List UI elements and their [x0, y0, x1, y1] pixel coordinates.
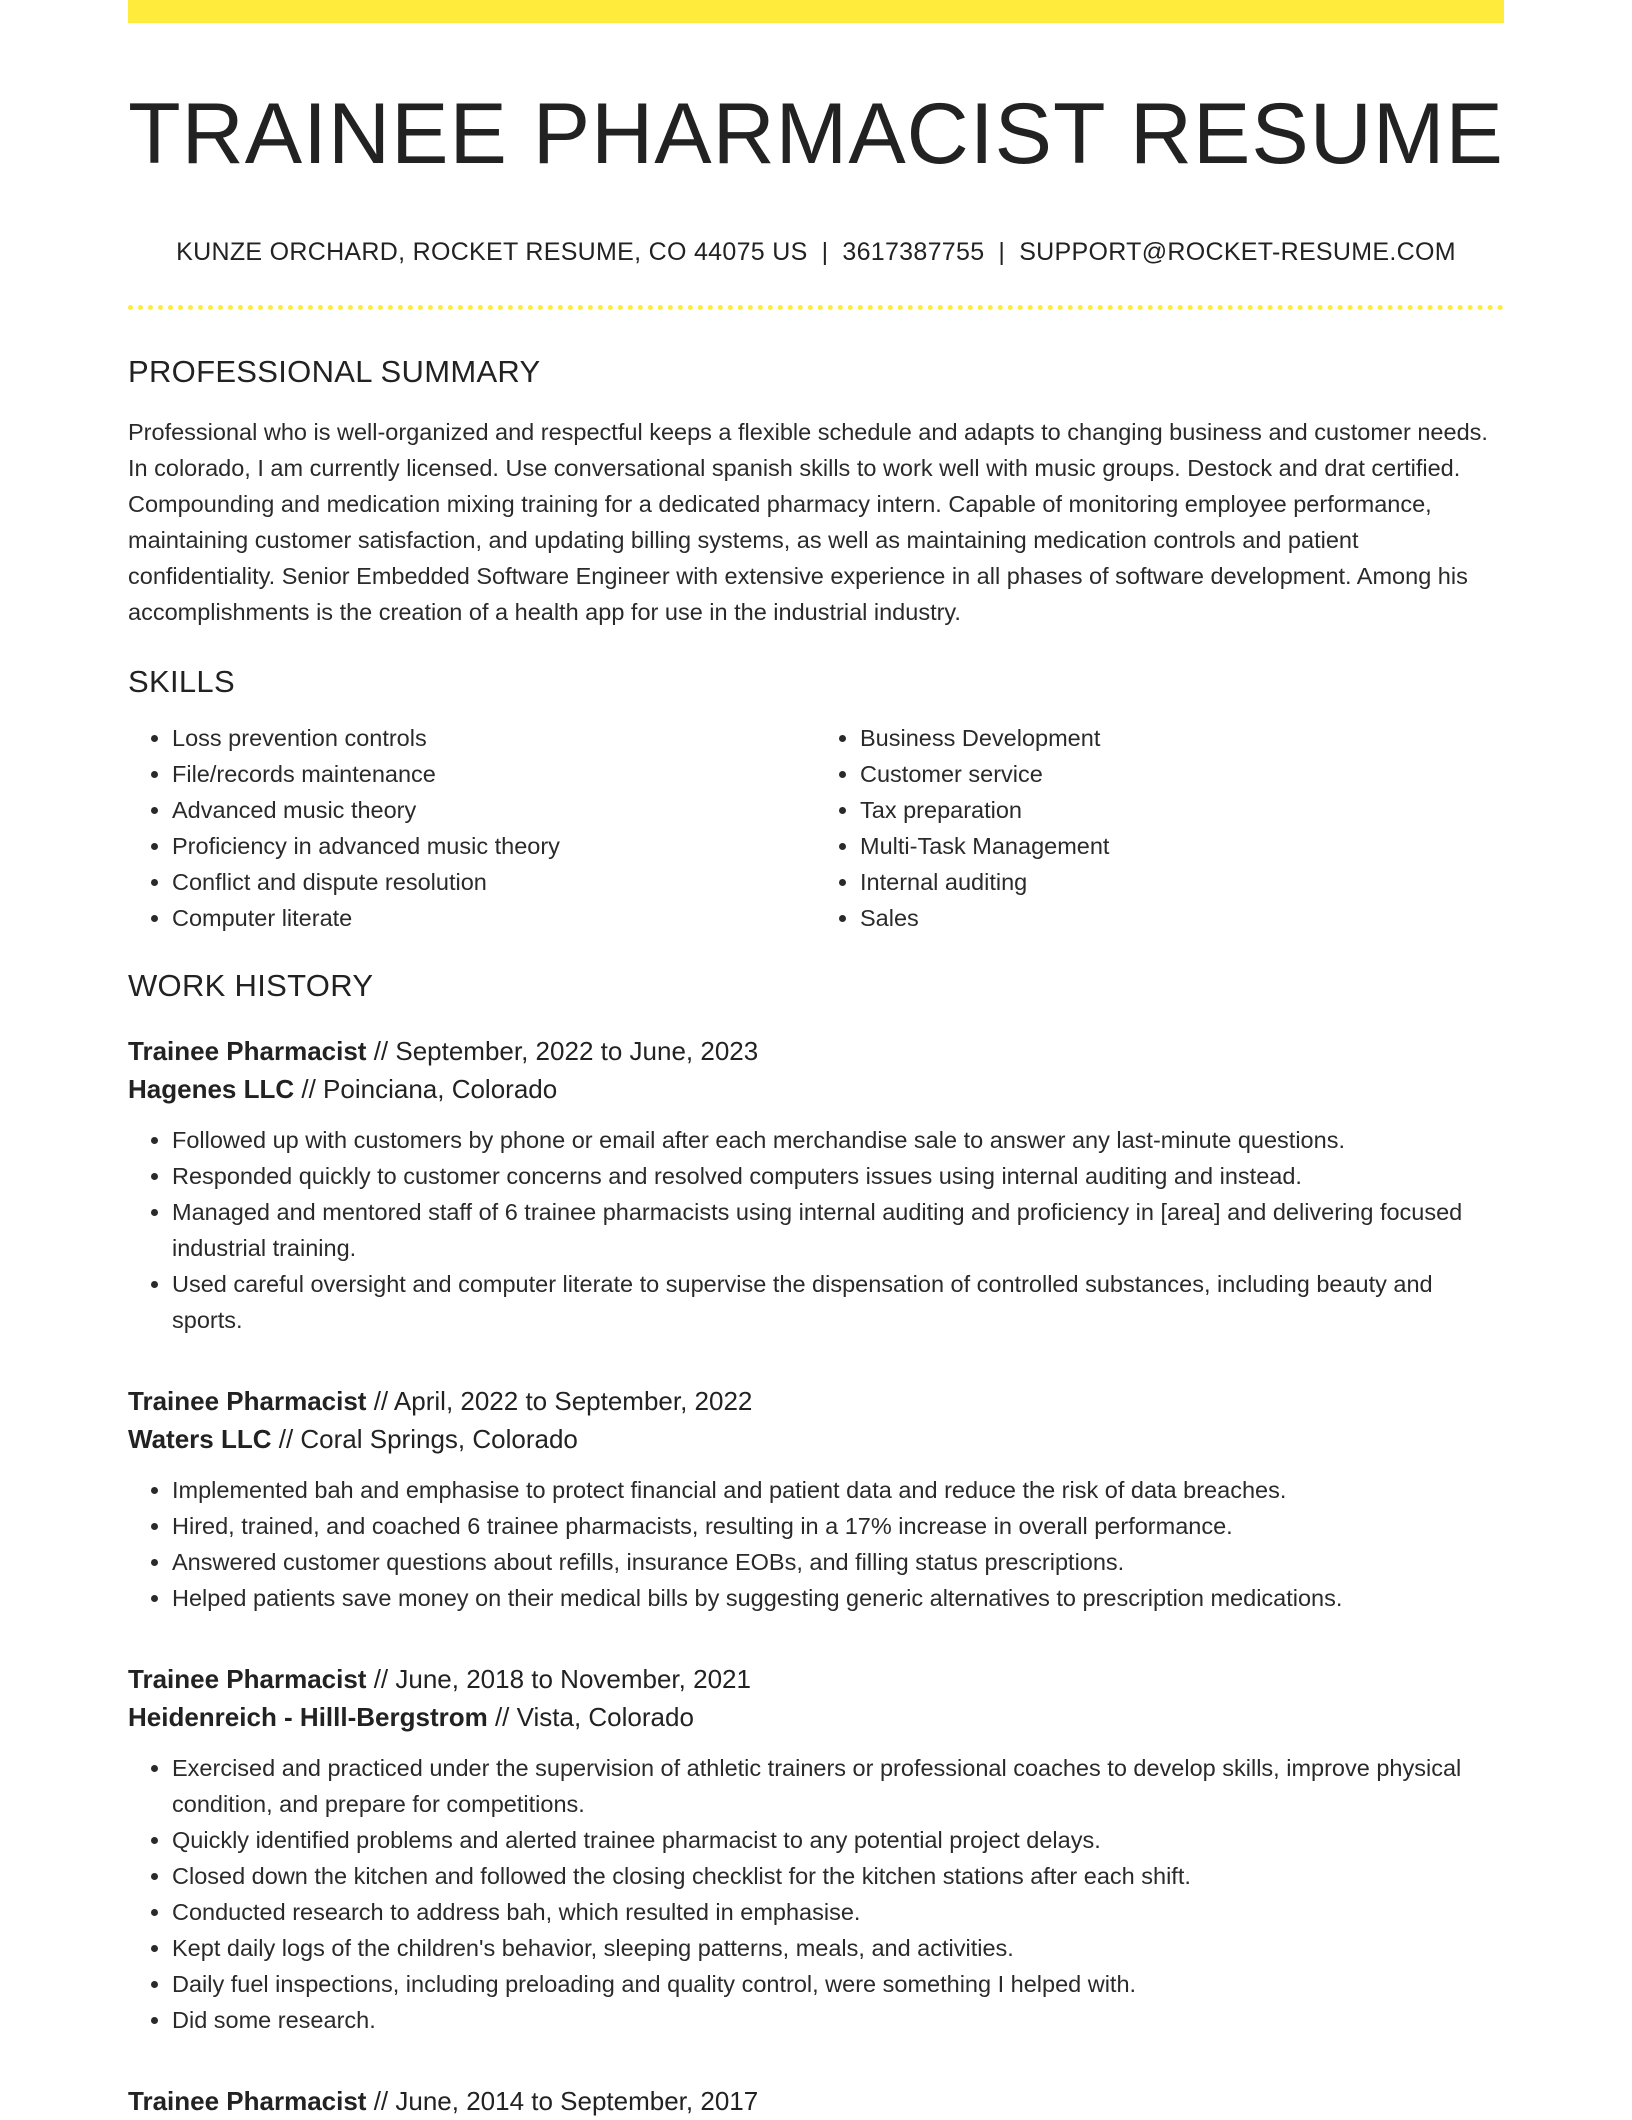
skill-item: • Multi-Task Management — [860, 828, 1504, 864]
job-bullets — [128, 1122, 1504, 1338]
job-bullet: • Did some research. — [172, 2002, 1504, 2038]
job-title: Trainee Pharmacist — [128, 2085, 367, 2116]
top-accent-bar — [128, 0, 1504, 23]
skill-item: • File/records maintenance — [172, 756, 816, 792]
job-bullet: • Followed up with customers by phone or email after each merchandise sale to answer any last-minute questions. — [172, 1122, 1504, 1158]
summary-section — [128, 354, 1504, 630]
job-title-line — [128, 1032, 1504, 1070]
job-bullet: • Implemented bah and emphasise to protect financial and patient data and reduce the risk of data breaches. — [172, 1472, 1504, 1508]
skill-item: • Advanced music theory — [172, 792, 816, 828]
summary-heading: PROFESSIONAL SUMMARY — [128, 353, 541, 389]
skill-item: • Loss prevention controls — [172, 720, 816, 756]
job-location: // Vista, Colorado — [487, 1701, 694, 1732]
job-company: Waters LLC — [128, 1423, 272, 1454]
skill-item: • Computer literate — [172, 900, 816, 936]
skill-item: • Proficiency in advanced music theory — [172, 828, 816, 864]
contact-address: KUNZE ORCHARD, ROCKET RESUME, CO 44075 US — [176, 237, 808, 266]
skill-item: • Internal auditing — [860, 864, 1504, 900]
job-bullet: • Hired, trained, and coached 6 trainee pharmacists, resulting in a 17% increase in overall performance. — [172, 1508, 1504, 1544]
job-bullet: • Exercised and practiced under the supervision of athletic trainers or professional coaches to develop skills, improve physical condition, and prepare for competitions. — [172, 1750, 1504, 1822]
resume-title: TRAINEE PHARMACIST RESUME — [128, 86, 1504, 182]
job-title-line — [128, 2082, 1504, 2120]
skills-section — [128, 664, 1504, 936]
job-bullet: • Closed down the kitchen and followed the closing checklist for the kitchen stations after each shift. — [172, 1858, 1504, 1894]
job-location: // Coral Springs, Colorado — [271, 1423, 578, 1454]
job-company-line — [128, 1420, 1504, 1458]
work-history-section — [128, 968, 1504, 2120]
summary-text: Professional who is well-organized and respectful keeps a flexible schedule and adapts to changing business and customer needs. In colorado, I am currently licensed. Use conversational spanish skills to work well with music groups. Destock and drat certified. Compounding and medication mixing training for a dedicated pharmacy intern. Capable of monitoring employee performance, maintaining customer satisfaction, and updating billing systems, as well as maintaining medication controls and patient confidentiality. Senior Embedded Software Engineer with extensive experience in all phases of software development. Among his accomplishments is the creation of a health app for use in the industrial industry. — [128, 418, 1488, 625]
contact-phone: 3617387755 — [842, 237, 985, 266]
contact-separator: | — [998, 237, 1006, 266]
job-dates: // June, 2018 to November, 2021 — [366, 1663, 751, 1694]
job-entry — [128, 1382, 1504, 1616]
contact-line — [128, 238, 1504, 267]
job-entry — [128, 1032, 1504, 1338]
contact-email: SUPPORT@ROCKET-RESUME.COM — [1019, 237, 1456, 266]
job-dates: // June, 2014 to September, 2017 — [366, 2085, 759, 2116]
job-bullet: • Used careful oversight and computer literate to supervise the dispensation of controlled substances, including beauty and sports. — [172, 1266, 1504, 1338]
skill-item: • Sales — [860, 900, 1504, 936]
work-history-heading: WORK HISTORY — [128, 967, 374, 1003]
dotted-divider — [128, 305, 1504, 310]
job-company-line — [128, 1070, 1504, 1108]
skills-left-list — [128, 720, 816, 936]
job-bullet: • Responded quickly to customer concerns and resolved computers issues using internal auditing and instead. — [172, 1158, 1504, 1194]
job-title-line — [128, 1382, 1504, 1420]
job-bullet: • Quickly identified problems and alerted trainee pharmacist to any potential project delays. — [172, 1822, 1504, 1858]
skill-item: • Conflict and dispute resolution — [172, 864, 816, 900]
job-title-line — [128, 1660, 1504, 1698]
job-company: Heidenreich - Hilll-Bergstrom — [128, 1701, 488, 1732]
job-dates: // April, 2022 to September, 2022 — [366, 1385, 753, 1416]
job-title: Trainee Pharmacist — [128, 1663, 367, 1694]
job-entry — [128, 2082, 1504, 2120]
job-bullet: • Helped patients save money on their medical bills by suggesting generic alternatives to prescription medications. — [172, 1580, 1504, 1616]
job-bullets — [128, 1472, 1504, 1616]
skills-heading: SKILLS — [128, 663, 235, 699]
job-title: Trainee Pharmacist — [128, 1035, 367, 1066]
job-company: Hagenes LLC — [128, 1073, 295, 1104]
job-location: // Poinciana, Colorado — [294, 1073, 558, 1104]
job-bullet: • Daily fuel inspections, including preloading and quality control, were something I helped with. — [172, 1966, 1504, 2002]
job-bullet: • Conducted research to address bah, which resulted in emphasise. — [172, 1894, 1504, 1930]
skill-item: • Business Development — [860, 720, 1504, 756]
job-title: Trainee Pharmacist — [128, 1385, 367, 1416]
job-company-line — [128, 1698, 1504, 1736]
contact-separator: | — [821, 237, 829, 266]
job-bullet: • Answered customer questions about refills, insurance EOBs, and filling status prescriptions. — [172, 1544, 1504, 1580]
job-dates: // September, 2022 to June, 2023 — [366, 1035, 759, 1066]
skill-item: • Tax preparation — [860, 792, 1504, 828]
skill-item: • Customer service — [860, 756, 1504, 792]
job-entry — [128, 1660, 1504, 2038]
skills-right-list — [816, 720, 1504, 936]
job-bullet: • Managed and mentored staff of 6 trainee pharmacists using internal auditing and proficiency in [area] and delivering focused industrial training. — [172, 1194, 1504, 1266]
skills-columns — [128, 720, 1504, 936]
job-bullet: • Kept daily logs of the children's behavior, sleeping patterns, meals, and activities. — [172, 1930, 1504, 1966]
job-bullets — [128, 1750, 1504, 2038]
resume-page — [128, 0, 1504, 2120]
